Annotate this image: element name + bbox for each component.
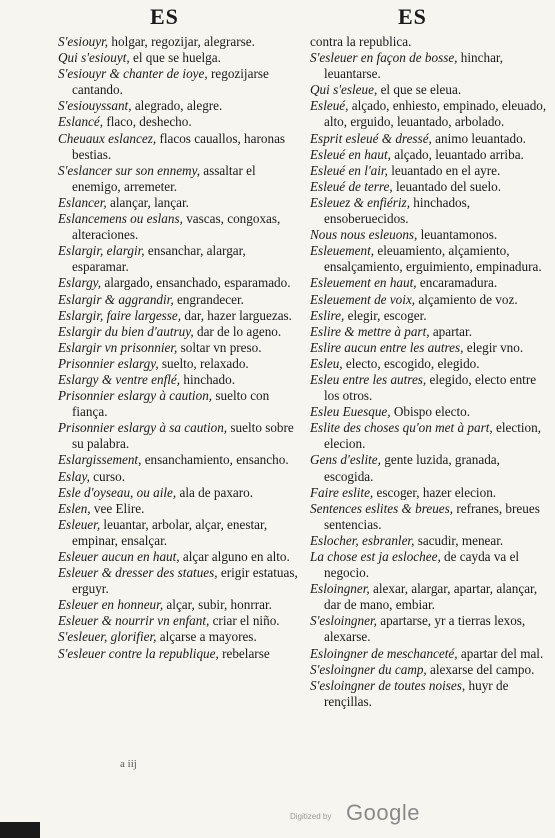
entry-definition: encaramadura. bbox=[416, 275, 498, 291]
entry-headword: Prisonnier eslargy, bbox=[58, 355, 159, 371]
entry-headword: Esleu, bbox=[310, 355, 343, 371]
dictionary-entry bbox=[58, 34, 298, 50]
entry-definition: ensanchamiento, ensancho. bbox=[141, 452, 289, 468]
entry-definition: erigir estatuas, erguyr. bbox=[72, 565, 298, 597]
entry-definition: alçarse a mayores. bbox=[156, 629, 257, 645]
entry-definition: huyr de rençillas. bbox=[324, 677, 509, 709]
entry-definition: flacos cauallos, haronas bestias. bbox=[72, 130, 286, 162]
entry-definition: refranes, breues sentencias. bbox=[324, 500, 540, 532]
google-logo: Google bbox=[346, 800, 420, 825]
entry-definition: escoger, hazer elecion. bbox=[373, 484, 497, 500]
dictionary-entry bbox=[58, 66, 298, 98]
dictionary-entry bbox=[310, 243, 550, 275]
entry-definition: sacudir, menear. bbox=[414, 532, 504, 548]
right-column bbox=[310, 34, 550, 710]
dictionary-entry bbox=[310, 404, 550, 420]
entry-definition: suelto con fiança. bbox=[72, 388, 270, 420]
dictionary-entry bbox=[310, 324, 550, 340]
dictionary-entry bbox=[310, 420, 550, 452]
entry-definition: vee Elire. bbox=[90, 500, 145, 516]
entry-headword: S'esloingner du camp, bbox=[310, 661, 427, 677]
digitized-label: Digitized by bbox=[290, 812, 332, 821]
entry-definition: alargado, ensanchado, esparamado. bbox=[101, 275, 291, 291]
entry-definition: flaco, deshecho. bbox=[103, 114, 192, 130]
dictionary-entry bbox=[310, 549, 550, 581]
entry-definition: Obispo electo. bbox=[390, 404, 471, 420]
dictionary-entry bbox=[310, 581, 550, 613]
dictionary-entry bbox=[58, 324, 298, 340]
entry-headword: Eslite des choses qu'on met à part, bbox=[310, 420, 493, 436]
entry-definition: alçar alguno en alto. bbox=[179, 549, 290, 564]
entry-definition: suelto, relaxado. bbox=[158, 355, 249, 371]
entry-definition: leuantado en el ayre. bbox=[387, 162, 501, 178]
entry-definition: leuantar, arbolar, alçar, enestar, empinar, ensalçar. bbox=[72, 516, 268, 548]
dictionary-entry bbox=[58, 275, 298, 291]
signature-mark: a iij bbox=[120, 758, 137, 770]
entry-definition: alançar, lançar. bbox=[106, 194, 189, 210]
entry-headword: Esleuement, bbox=[310, 243, 375, 259]
left-column bbox=[58, 34, 298, 662]
dictionary-entry bbox=[310, 340, 550, 356]
dictionary-entry bbox=[58, 372, 298, 388]
entry-definition: alexar, alargar, apartar, alançar, dar de mano, embiar. bbox=[324, 581, 538, 613]
dictionary-entry bbox=[310, 372, 550, 404]
dictionary-entry bbox=[310, 195, 550, 227]
entry-definition: rebelarse bbox=[218, 645, 270, 661]
entry-definition: gente luzida, granada, escogida. bbox=[324, 452, 500, 484]
entry-definition: hinchados, ensoberuecidos. bbox=[324, 194, 471, 227]
entry-headword: Eslire aucun entre les autres, bbox=[310, 339, 464, 355]
entry-headword: Esleuez & enfiériz, bbox=[310, 194, 410, 210]
entry-headword: Eslay, bbox=[58, 468, 90, 484]
entry-headword: Eslargir du bien d'autruy, bbox=[58, 323, 194, 339]
dictionary-entry bbox=[58, 114, 298, 130]
entry-definition: apartar del mal. bbox=[457, 645, 544, 661]
dictionary-entry bbox=[58, 629, 298, 645]
entry-definition: elegir, escoger. bbox=[344, 307, 427, 323]
dictionary-entry bbox=[310, 678, 550, 710]
entry-headword: Esleu entre les autres, bbox=[310, 371, 427, 387]
dictionary-entry bbox=[310, 179, 550, 195]
entry-definition: holgar, regozijar, alegrarse. bbox=[108, 34, 255, 49]
left-running-head: ES bbox=[150, 4, 179, 29]
entry-headword: Qui s'esiouyt, bbox=[58, 50, 130, 66]
dictionary-entry bbox=[58, 98, 298, 114]
entry-headword: Esleué en l'air, bbox=[310, 162, 388, 178]
entry-definition: alçado, leuantado arriba. bbox=[390, 146, 524, 162]
entry-headword: Eslargy & ventre enflé, bbox=[58, 371, 181, 387]
entry-headword: Esleué, bbox=[310, 98, 349, 114]
dictionary-entry bbox=[58, 50, 298, 66]
dictionary-entry bbox=[310, 662, 550, 678]
entry-definition: curso. bbox=[89, 468, 126, 484]
dictionary-entry bbox=[310, 292, 550, 308]
right-running-head: ES bbox=[398, 4, 427, 29]
entry-headword: Eslargir, faire largesse, bbox=[58, 307, 182, 323]
dictionary-entry bbox=[58, 308, 298, 324]
entry-headword: Eslargir & aggrandir, bbox=[58, 291, 174, 307]
dictionary-entry bbox=[310, 147, 550, 163]
entry-headword: Eslargir vn prisonnier, bbox=[58, 339, 178, 355]
dictionary-entry bbox=[310, 275, 550, 291]
dictionary-entry bbox=[310, 34, 550, 50]
digitized-watermark bbox=[290, 800, 490, 830]
entry-definition: el que se huelga. bbox=[129, 50, 221, 66]
entry-definition: apartarse, yr a tierras lexos, alexarse. bbox=[324, 613, 526, 645]
entry-definition: hinchado. bbox=[180, 371, 236, 387]
entry-headword: La chose est ja eslochee, bbox=[310, 549, 441, 564]
entry-definition: alçar, subir, honrrar. bbox=[163, 597, 272, 613]
entry-definition: engrandecer. bbox=[173, 291, 244, 307]
dictionary-entry bbox=[58, 420, 298, 452]
dictionary-entry bbox=[58, 646, 298, 662]
entry-definition: animo leuantado. bbox=[431, 130, 526, 146]
entry-definition: ala de paxaro. bbox=[176, 484, 254, 500]
dictionary-entry bbox=[58, 211, 298, 243]
entry-definition: el que se eleua. bbox=[377, 82, 462, 98]
dictionary-entry bbox=[58, 549, 298, 565]
entry-headword: Sentences eslites & breues, bbox=[310, 500, 454, 516]
entry-headword: S'esloingner de toutes noises, bbox=[310, 677, 466, 693]
dictionary-entry bbox=[310, 501, 550, 533]
entry-definition: assaltar el enemigo, arremeter. bbox=[72, 162, 256, 194]
entry-headword: Esleuement en haut, bbox=[310, 275, 417, 291]
entry-headword: Esleuer, bbox=[58, 516, 101, 532]
entry-definition: alçamiento de voz. bbox=[415, 291, 518, 307]
entry-definition: regozijarse cantando. bbox=[72, 66, 269, 98]
entry-headword: Eslancer, bbox=[58, 194, 107, 210]
dictionary-entry bbox=[58, 613, 298, 629]
entry-definition: suelto sobre su palabra. bbox=[72, 420, 294, 452]
dictionary-entry bbox=[58, 485, 298, 501]
entry-headword: Eslargir, elargir, bbox=[58, 243, 145, 259]
dictionary-entry bbox=[310, 98, 550, 130]
dictionary-entry bbox=[310, 163, 550, 179]
dictionary-entry bbox=[310, 613, 550, 645]
entry-definition: alçado, enhiesto, empinado, eleuado, alto, erguido, leuantado, arbolado. bbox=[324, 98, 547, 130]
dictionary-entry bbox=[58, 292, 298, 308]
entry-headword: Esleué de terre, bbox=[310, 178, 393, 194]
dictionary-entry bbox=[58, 195, 298, 211]
entry-definition: elegido, electo entre los otros. bbox=[324, 371, 537, 404]
entry-headword: Gens d'eslite, bbox=[310, 452, 381, 468]
entry-headword: Esleuer en honneur, bbox=[58, 597, 164, 613]
entry-headword: Eslire & mettre à part, bbox=[310, 323, 430, 339]
entry-definition: alexarse del campo. bbox=[426, 661, 535, 677]
entry-definition: contra la republica. bbox=[310, 34, 412, 49]
entry-definition: dar, hazer larguezas. bbox=[181, 307, 292, 323]
entry-definition: de cayda va el negocio. bbox=[324, 549, 520, 581]
dictionary-entry bbox=[58, 388, 298, 420]
entry-definition: elegir vno. bbox=[463, 339, 524, 355]
entry-headword: Eslire, bbox=[310, 307, 345, 323]
entry-headword: Prisonnier eslargy à sa caution, bbox=[58, 420, 228, 436]
dictionary-entry bbox=[310, 452, 550, 484]
entry-definition: leuantado del suelo. bbox=[392, 178, 502, 194]
entry-headword: S'eslancer sur son ennemy, bbox=[58, 162, 200, 178]
entry-definition: eleuamiento, alçamiento, ensalçamiento, erguimiento, empinadura. bbox=[324, 243, 542, 275]
entry-headword: Eslocher, esbranler, bbox=[310, 532, 415, 548]
entry-headword: Eslancemens ou eslans, bbox=[58, 211, 183, 227]
running-header bbox=[0, 4, 555, 34]
dictionary-entry bbox=[310, 131, 550, 147]
entry-headword: Eslargissement, bbox=[58, 452, 142, 468]
entry-headword: Prisonnier eslargy à caution, bbox=[58, 388, 213, 404]
dictionary-entry bbox=[58, 131, 298, 163]
entry-headword: Esloingner, bbox=[310, 581, 370, 597]
dictionary-entry bbox=[58, 356, 298, 372]
dictionary-entry bbox=[310, 50, 550, 82]
entry-headword: S'esleuer, glorifier, bbox=[58, 629, 157, 645]
dictionary-entry bbox=[310, 485, 550, 501]
dictionary-entry bbox=[58, 243, 298, 275]
entry-headword: Esleuer & dresser des statues, bbox=[58, 565, 218, 581]
entry-headword: Esleuement de voix, bbox=[310, 291, 416, 307]
entry-definition: soltar vn preso. bbox=[177, 339, 262, 355]
dictionary-entry bbox=[310, 533, 550, 549]
entry-headword: Cheuaux eslancez, bbox=[58, 130, 157, 146]
entry-headword: Esleu Euesque, bbox=[310, 404, 391, 420]
entry-definition: leuantamonos. bbox=[417, 227, 498, 243]
dictionary-entry bbox=[58, 501, 298, 517]
dictionary-entry bbox=[58, 469, 298, 485]
entry-definition: ensanchar, alargar, esparamar. bbox=[72, 243, 246, 275]
entry-definition: criar el niño. bbox=[209, 613, 280, 629]
entry-definition: apartar. bbox=[429, 323, 472, 339]
entry-headword: Faire eslite, bbox=[310, 484, 374, 500]
scan-corner-mark bbox=[0, 822, 40, 838]
dictionary-entry bbox=[310, 308, 550, 324]
entry-headword: Eslancé, bbox=[58, 114, 104, 130]
entry-headword: Esprit esleué & dressé, bbox=[310, 130, 432, 146]
entry-headword: Eslen, bbox=[58, 500, 91, 516]
entry-headword: S'esiouyr & chanter de ioye, bbox=[58, 66, 208, 82]
entry-headword: Esleué en haut, bbox=[310, 146, 391, 162]
entry-headword: Esle d'oyseau, ou aile, bbox=[58, 484, 177, 500]
dictionary-entry bbox=[58, 452, 298, 468]
entry-definition: alegrado, alegre. bbox=[131, 98, 223, 114]
entry-headword: S'esiouyr, bbox=[58, 34, 109, 49]
entry-definition: vascas, congoxas, alteraciones. bbox=[72, 211, 281, 243]
entry-definition: election, elecion. bbox=[324, 420, 542, 452]
dictionary-entry bbox=[310, 356, 550, 372]
entry-headword: Esleuer & nourrir vn enfant, bbox=[58, 613, 210, 629]
dictionary-entry bbox=[310, 82, 550, 98]
entry-definition: electo, escogido, elegido. bbox=[342, 355, 480, 371]
entry-headword: S'esleuer en façon de bosse, bbox=[310, 50, 458, 66]
dictionary-entry bbox=[58, 597, 298, 613]
entry-headword: Qui s'esleue, bbox=[310, 82, 378, 98]
entry-headword: S'esloingner, bbox=[310, 613, 377, 629]
entry-definition: dar de lo ageno. bbox=[193, 323, 282, 339]
entry-headword: Esloingner de meschanceté, bbox=[310, 645, 458, 661]
dictionary-entry bbox=[310, 227, 550, 243]
dictionary-entry bbox=[58, 163, 298, 195]
entry-definition: hinchar, leuantarse. bbox=[324, 50, 504, 82]
dictionary-entry bbox=[310, 646, 550, 662]
entry-headword: Nous nous esleuons, bbox=[310, 227, 418, 243]
entry-headword: S'esleuer contre la republique, bbox=[58, 645, 219, 661]
dictionary-entry bbox=[58, 565, 298, 597]
dictionary-entry bbox=[58, 340, 298, 356]
entry-headword: S'esiouyssant, bbox=[58, 98, 132, 114]
dictionary-entry bbox=[58, 517, 298, 549]
entry-headword: Eslargy, bbox=[58, 275, 102, 291]
entry-headword: Esleuer aucun en haut, bbox=[58, 549, 180, 564]
